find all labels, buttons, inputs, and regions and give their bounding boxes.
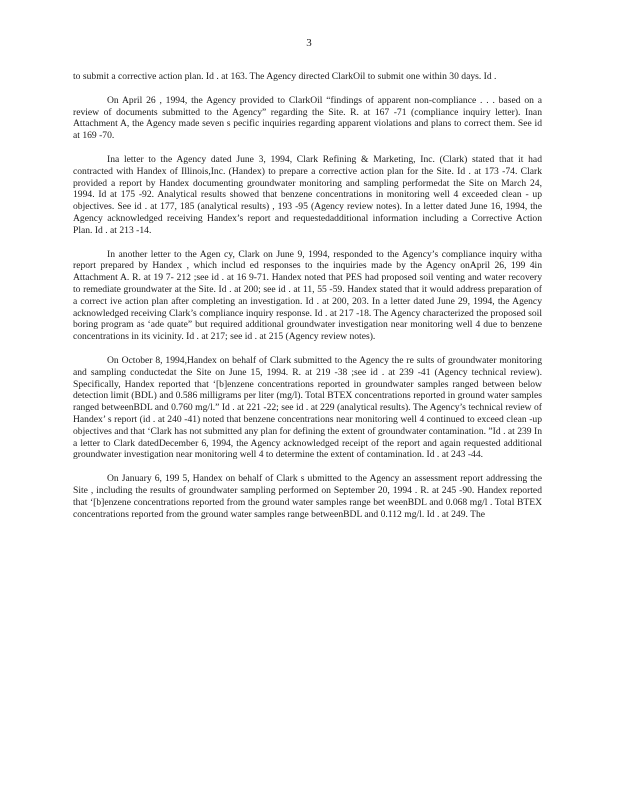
paragraph-3: Ina letter to the Agency dated June 3, 1994, Clark Refining & Marketing, Inc. (Clark) stated that it had contracted with Handex of Illinois,Inc. (Handex) to prepare a corrective action plan for the Site. Id . at 173 -74. Clark provided a report by Handex documenting groundwater monitoring and sampling performedat the Site on March 24, 1994. Id at 175 -92. Analytical results showed that benzene concentrations in monitoring well 4 exceeded clean - up objectives. See id . at 177, 185 (analytical results) , 193 -95 (Agency review notes). In a letter dated June 16, 1994, the Agency acknowledged receiving Handex’s report and requestedadditional information including a Corrective Action Plan. Id . at 213 -14. bbox=[73, 153, 542, 236]
paragraph-6: On January 6, 199 5, Handex on behalf of Clark s ubmitted to the Agency an assessment report addressing the Site , including the results of groundwater sampling performed on September 20, 1994 . R. at 245 -90. Handex reported that ‘[b]enzene concentrations reported from the ground water samples range bet weenBDL and 0.068 mg/l . Total BTEX concentrations reported from the ground water samples range betweenBDL and 0.112 mg/l. Id . at 249. The bbox=[73, 473, 542, 520]
paragraph-5: On October 8, 1994,Handex on behalf of Clark submitted to the Agency the re sults of groundwater monitoring and sampling conductedat the Site on June 15, 1994. R. at 219 -38 ;see id . at 239 -41 (Agency technical review). Specifically, Handex reported that ‘[b]enzene concentrations reported in groundwater samples ranged between below detection limit (BDL) and 0.586 milligrams per liter (mg/l). Total BTEX concentrations reported in ground water samples ranged betweenBDL and 0.760 mg/l.” Id . at 221 -22; see id . at 229 (analytical results). The Agency’s technical review of Handex’ s report (id . at 240 -41) noted that benzene concentrations near monitoring well 4 continued to exceed clean -up objectives and that ‘Clark has not submitted any plan for defining the extent of groundwater contamination. ”Id . at 239 In a letter to Clark datedDecember 6, 1994, the Agency acknowledged receipt of the report and again requested additional groundwater investigation near monitoring well 4 to determine the extent of contamination. Id . at 243 -44. bbox=[73, 354, 542, 461]
paragraph-1: to submit a corrective action plan. Id . at 163. The Agency directed ClarkOil to submit one within 30 days. Id . bbox=[73, 71, 497, 82]
document-body bbox=[73, 71, 542, 532]
page-number: 3 bbox=[306, 37, 312, 49]
paragraph-4: In another letter to the Agen cy, Clark on June 9, 1994, responded to the Agency’s compliance inquiry witha report prepared by Handex , which includ ed responses to the inquiries made by the Agency onApril 26, 199 4in Attachment A. R. at 19 7- 212 ;see id . at 16 9-71. Handex noted that PES had proposed soil venting and water recovery to remediate groundwater at the Site. Id . at 200; see id . at 11, 55 -59. Handex stated that it would address preparation of a correct ive action plan after completing an investigation. Id . at 200, 203. In a letter dated June 29, 1994, the Agency acknowledged receiving Clark’s compliance inquiry response. Id . at 217 -18. The Agency characterized the proposed soil boring program as ‘ade quate” but required additional groundwater investigation near monitoring well 4 due to benzene concentrations in its vicinity. Id . at 217; see id . at 215 (Agency review notes). bbox=[73, 248, 542, 343]
paragraph-2: On April 26 , 1994, the Agency provided to ClarkOil “findings of apparent non-compliance . . . based on a review of documents submitted to the Agency” regarding the Site. R. at 167 -71 (compliance inquiry letter). Inan Attachment A, the Agency made seven s pecific inquiries regarding apparent violations and plans to correct them. See id at 169 -70. bbox=[73, 94, 542, 142]
